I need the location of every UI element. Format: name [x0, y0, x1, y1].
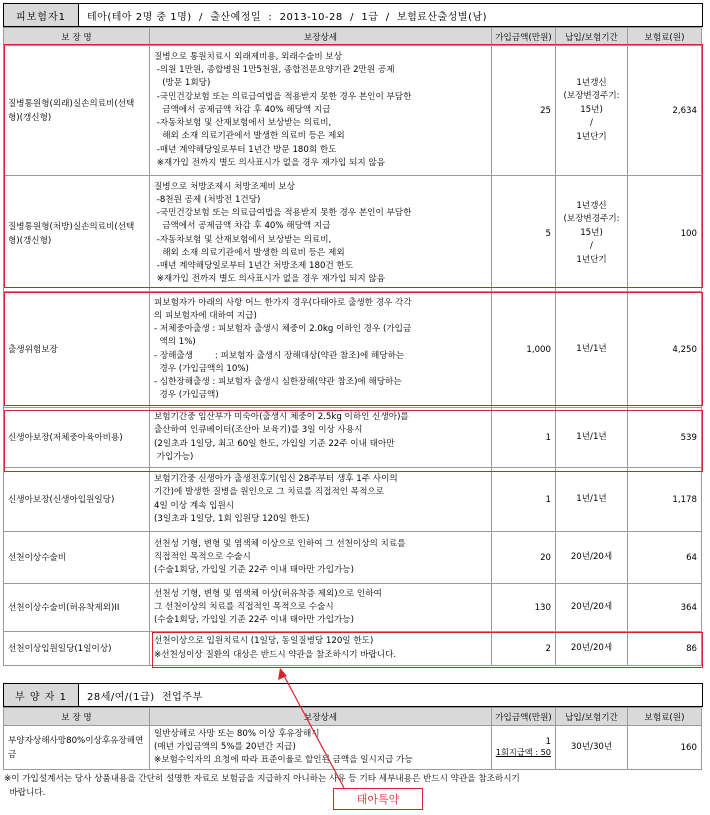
dependent-label: 부 양 자 1	[4, 684, 79, 706]
callout-label: 태아특약	[333, 788, 423, 810]
coverage-amount: 2	[492, 632, 556, 666]
coverage-name: 선천이상수술비	[4, 532, 150, 584]
coverage-detail: 보험기간중 신생아가 출생전후기(임신 28주부터 생후 1주 사이의 기간)에 발생한 질병을 원인으로 그 치료를 직접적인 목적으로 4일 이상 계속 입원시 (3일초과 1일당, 1회 입원당 120일 한도)	[150, 468, 492, 532]
coverage-period: 30년/30년	[556, 726, 628, 770]
coverage-period: 1년갱신 (보장변경주기: 15년) / 1년단기	[556, 46, 628, 176]
coverage-amount: 1	[492, 468, 556, 532]
col-period: 납입/보험기간	[556, 28, 628, 46]
col-premium: 보험료(원)	[628, 708, 702, 726]
coverage-amount: 20	[492, 532, 556, 584]
coverage-detail: 질병으로 처방조제시 처방조제비 보상 -8천원 공제 (처방전 1건당) -국민건강보험 또는 의료급여법을 적용받지 못한 경우 본인이 부담한 금액에서 공제금액 차감 후 40% 해당액 지급 -자동차보험 및 산재보험에서 보상받는 의료비, 해외 소재 의료기관에서 발생한 의료비 등은 제외 -매년 계약해당일로부터 1년간 처방조제 180건 한도 ※재가입 전까지 별도 의사표시가 없을 경우 재가입 되지 않음	[150, 176, 492, 292]
coverage-period: 1년/1년	[556, 292, 628, 408]
coverage-period: 20년/20세	[556, 532, 628, 584]
col-detail: 보장상세	[150, 708, 492, 726]
coverage-name: 질병통원형(처방)실손의료비(선택형)(갱신형)	[4, 176, 150, 292]
coverage-name: 신생아보장(신생아입원일당)	[4, 468, 150, 532]
col-amount: 가입금액(만원)	[492, 28, 556, 46]
coverage-amount-sub: 1회지급액 : 50	[495, 747, 551, 757]
col-coverage: 보 장 명	[4, 28, 150, 46]
coverage-period: 1년/1년	[556, 468, 628, 532]
coverage-detail: 선천이상으로 입원치료시 (1일당, 동일질병당 120일 한도) ※선천성이상 질환의 대상은 반드시 약관을 참조하시기 바랍니다.	[150, 632, 492, 666]
coverage-amount: 1	[492, 408, 556, 468]
coverage-amount: 1	[545, 737, 551, 747]
coverage-premium: 64	[628, 532, 702, 584]
coverage-detail: 질병으로 통원치료시 외래제비용, 외래수술비 보상 -의원 1만원, 종합병원 1만5천원, 종합전문요양기관 2만원 공제 (방문 1회당) -국민건강보험 또는 의료급여법을 적용받지 못한 경우 본인이 부담한 금액에서 공제금액 차감 후 40% 해당액 지급 -자동차보험 및 산재보험에서 보상받는 의료비, 해외 소재 의료기관에서 발생한 의료비 등은 제외 -매년 계약해당일로부터 1년간 방문 180회 한도 ※재가입 전까지 별도 의사표시가 없을 경우 재가입 되지 않음	[150, 46, 492, 176]
coverage-period: 20년/20세	[556, 632, 628, 666]
coverage-premium: 100	[628, 176, 702, 292]
coverage-name: 출생위험보장	[4, 292, 150, 408]
coverage-premium: 160	[628, 726, 702, 770]
coverage-amount: 1,000	[492, 292, 556, 408]
coverage-name: 선천이상수술비(허유착제외)II	[4, 584, 150, 632]
dependent-info: 28세/여/(1급) 전업주부	[87, 691, 203, 703]
coverage-period: 1년/1년	[556, 408, 628, 468]
coverage-detail: 피보험자가 아래의 사항 어느 한가지 경우(다태아로 출생한 경우 각각 의 피보험자에 대하여 지급) - 저체중아출생 : 피보험자 출생시 체중이 2.0kg 이하인 경우 (가입금 액의 1%) - 장해출생 : 피보험자 출생시 장해대상(약관 참조)에 해당하는 경우 (가입금액의 10%) - 심한장해출생 : 피보험자 출생시 심한장해(약관 참조)에 해당하는 경우 (가입금액)	[150, 292, 492, 408]
coverage-amount: 5	[492, 176, 556, 292]
coverage-detail: 일반상해로 사망 또는 80% 이상 후유장해시 (매년 가입금액의 5%를 20년간 지급) ※보험수익자의 요청에 따라 표준이율로 할인된 금액을 일시지급 가능	[150, 726, 492, 770]
coverage-premium: 539	[628, 408, 702, 468]
insured-info: 테아(테아 2명 중 1명) / 출산예정일 : 2013-10-28 / 1급 / 보험료산출성별(남)	[87, 11, 488, 23]
coverage-name: 신생아보장(저체중아육아비용)	[4, 408, 150, 468]
coverage-amount: 130	[492, 584, 556, 632]
coverage-detail: 선천성 기형, 변형 및 염색체 이상(허유착증 제외)으로 인하여 그 선천이상의 치료를 직접적인 목적으로 수술시 (수술1회당, 가입일 기준 22주 이내 태아만 가입가능)	[150, 584, 492, 632]
col-coverage: 보 장 명	[4, 708, 150, 726]
coverage-detail: 선천성 기형, 변형 및 염색체 이상으로 인하여 그 선천이상의 치료를 직접적인 목적으로 수술시 (수술1회당, 가입일 기준 22주 이내 태아만 가입가능)	[150, 532, 492, 584]
coverage-name: 부양자상해사망80%이상후유장해연금	[4, 726, 150, 770]
col-amount: 가입금액(만원)	[492, 708, 556, 726]
coverage-detail: 보험기간중 임산부가 미숙아(출생시 체중이 2.5kg 이하인 신생아)를 출산하여 인큐베이터(조산아 보육기)를 3일 이상 사용시 (2일초과 1일당, 최고 60일 한도, 가입일 기준 22주 이내 태아만 가입가능)	[150, 408, 492, 468]
col-period: 납입/보험기간	[556, 708, 628, 726]
footnote: ※이 가입설계서는 당사 상품내용을 간단히 설명한 자료로 보험금을 지급하지 아니하는 사유 등 기타 세부내용은 반드시 약관을 참조하시기 바랍니다.	[4, 774, 520, 798]
coverage-amount: 25	[492, 46, 556, 176]
col-premium: 보험료(원)	[628, 28, 702, 46]
col-detail: 보장상세	[150, 28, 492, 46]
coverage-premium: 1,178	[628, 468, 702, 532]
insured-label: 피보험자1	[4, 4, 79, 26]
coverage-premium: 86	[628, 632, 702, 666]
coverage-premium: 364	[628, 584, 702, 632]
coverage-period: 20년/20세	[556, 584, 628, 632]
coverage-period: 1년갱신 (보장변경주기: 15년) / 1년단기	[556, 176, 628, 292]
coverage-premium: 4,250	[628, 292, 702, 408]
coverage-name: 질병통원형(외래)실손의료비(선택형)(갱신형)	[4, 46, 150, 176]
coverage-name: 선천이상입원일당(1일이상)	[4, 632, 150, 666]
coverage-premium: 2,634	[628, 46, 702, 176]
